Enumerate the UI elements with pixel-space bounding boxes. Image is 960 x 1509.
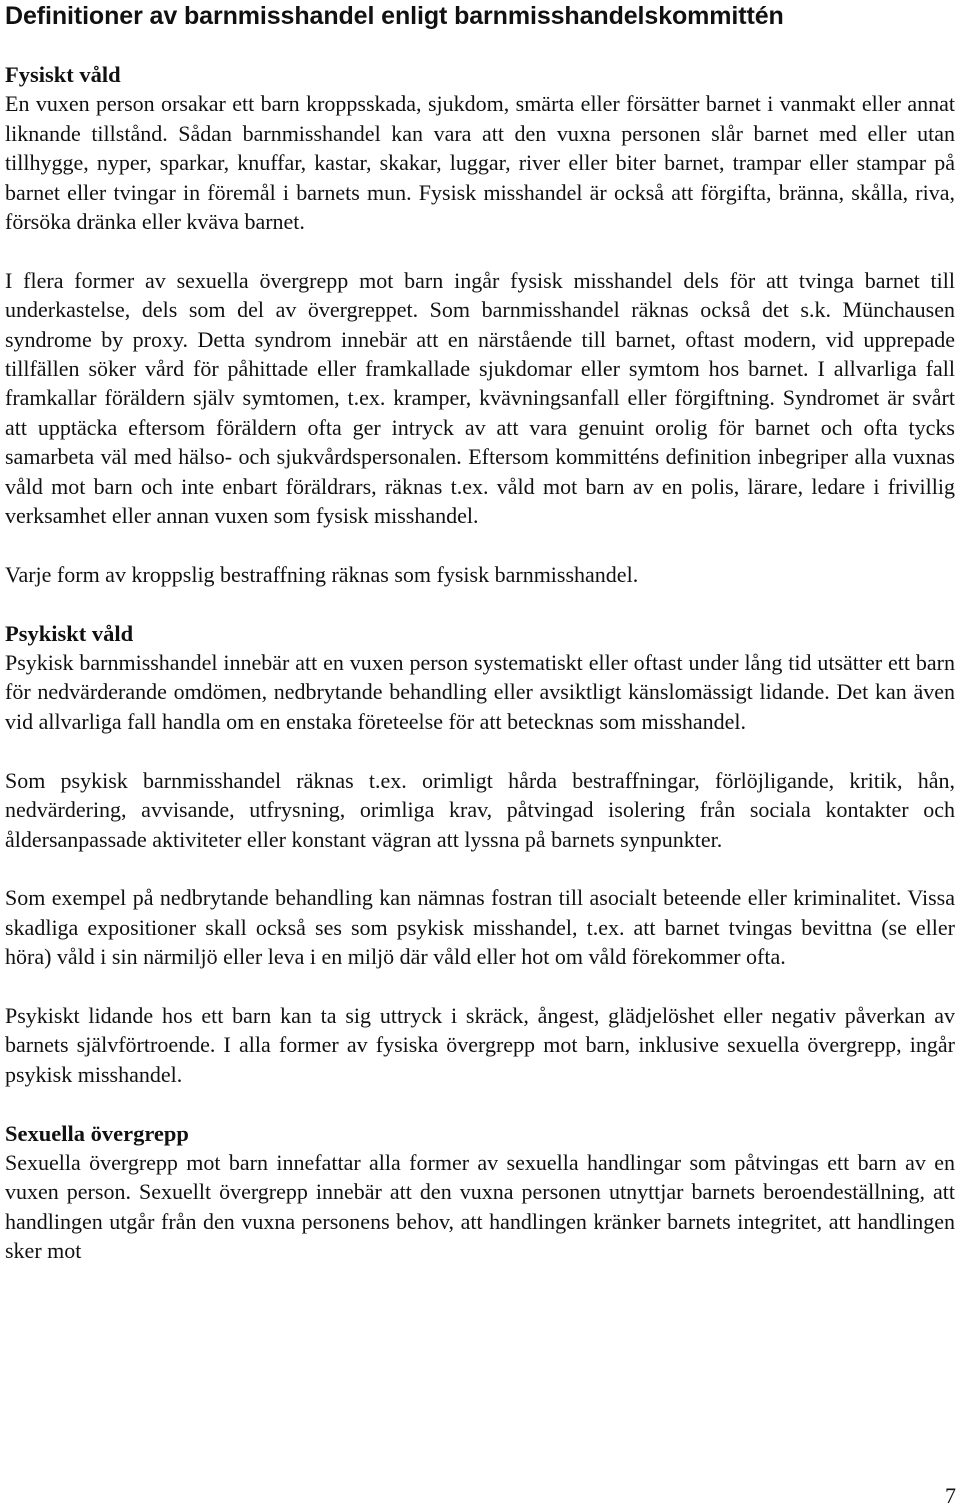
section-heading-psychological: Psykiskt våld [5,620,134,646]
paragraph-psychological-1: Psykisk barnmisshandel innebär att en vuxen person systematiskt eller oftast under lång tid utsätter ett barn för nedvärderande omdömen, nedbrytande behandling eller avsiktligt känslomässigt lidande. Det kan även vid allvarliga fall handla om en enstaka företeelse för att betecknas som misshandel. [5,650,955,734]
page-number: 7 [945,1483,956,1508]
paragraph-psychological-2: Som psykisk barnmisshandel räknas t.ex. orimligt hårda bestraffningar, förlöjligande, kritik, hån, nedvärdering, avvisande, utfrysning, orimliga krav, påtvingad isolering från sociala kontakter och åldersanpassade aktiviteter eller konstant vägran att lyssna på barnets synpunkter. [5,767,955,852]
paragraph-physical-3: Varje form av kroppslig bestraffning räknas som fysisk barnmisshandel. [5,561,639,587]
document-page [5,0,955,1266]
section-heading-sexual: Sexuella övergrepp [5,1120,189,1146]
page-title: Definitioner av barnmisshandel enligt barnmisshandelskommittén [5,2,784,30]
paragraph-psychological-4: Psykiskt lidande hos ett barn kan ta sig uttryck i skräck, ångest, glädjelöshet eller negativ påverkan av barnets självförtroende. I alla former av fysiska övergrepp mot barn, inklusive sexuella övergrepp, ingår psykisk misshandel. [5,1002,955,1087]
paragraph-sexual-1: Sexuella övergrepp mot barn innefattar alla former av sexuella handlingar som påtvingas ett barn av en vuxen person. Sexuellt övergrepp innebär att den vuxna personen utnyttjar barnets beroendeställning, att handlingen utgår från den vuxna personens behov, att handlingen kränker barnets integritet, att handlingen sker mot [5,1149,955,1264]
paragraph-physical-2: I flera former av sexuella övergrepp mot barn ingår fysisk misshandel dels för att tvinga barnet till underkastelse, dels som del av övergreppet. Som barnmisshandel räknas också det s.k. Münchausen syndrome by proxy. Detta syndrom innebär att en närstående till barnet, oftast modern, vid upprepade tillfällen söker vård för påhittade eller framkallade sjukdomar eller symtom hos barnet. I allvarliga fall framkallar föräldern själv symtomen, t.ex. kramper, kvävningsanfall eller förgiftning. Syndromet är svårt att upptäcka eftersom föräldern ofta ger intryck av att vara genuint orolig för barnet och ofta tycks samarbeta väl med hälso- och sjukvårdspersonalen. Eftersom kommitténs definition inbegriper alla vuxnas våld mot barn och inte enbart föräldrars, räknas t.ex. våld mot barn av en polis, lärare, ledare i frivillig verksamhet eller annan vuxen som fysisk misshandel. [5,267,955,529]
section-heading-physical: Fysiskt våld [5,62,121,87]
paragraph-psychological-3: Som exempel på nedbrytande behandling kan nämnas fostran till asocialt beteende eller kriminalitet. Vissa skadliga expositioner skall också ses som psykisk misshandel, t.ex. att barnet tvingas bevittna (se eller höra) våld i sin närmiljö eller leva i en miljö där våld eller hot om våld förekommer ofta. [5,885,955,970]
paragraph-physical-1: En vuxen person orsakar ett barn kroppsskada, sjukdom, smärta eller försätter barnet i vanmakt eller annat liknande tillstånd. Sådan barnmisshandel kan vara att den vuxna personen slår barnet med eller utan tillhygge, nyper, sparkar, knuffar, kastar, skakar, luggar, river eller biter barnet, trampar eller stampar på barnet eller tvingar in föremål i barnets mun. Fysisk misshandel är också att förgifta, bränna, skålla, riva, försöka dränka eller kväva barnet. [5,91,955,235]
